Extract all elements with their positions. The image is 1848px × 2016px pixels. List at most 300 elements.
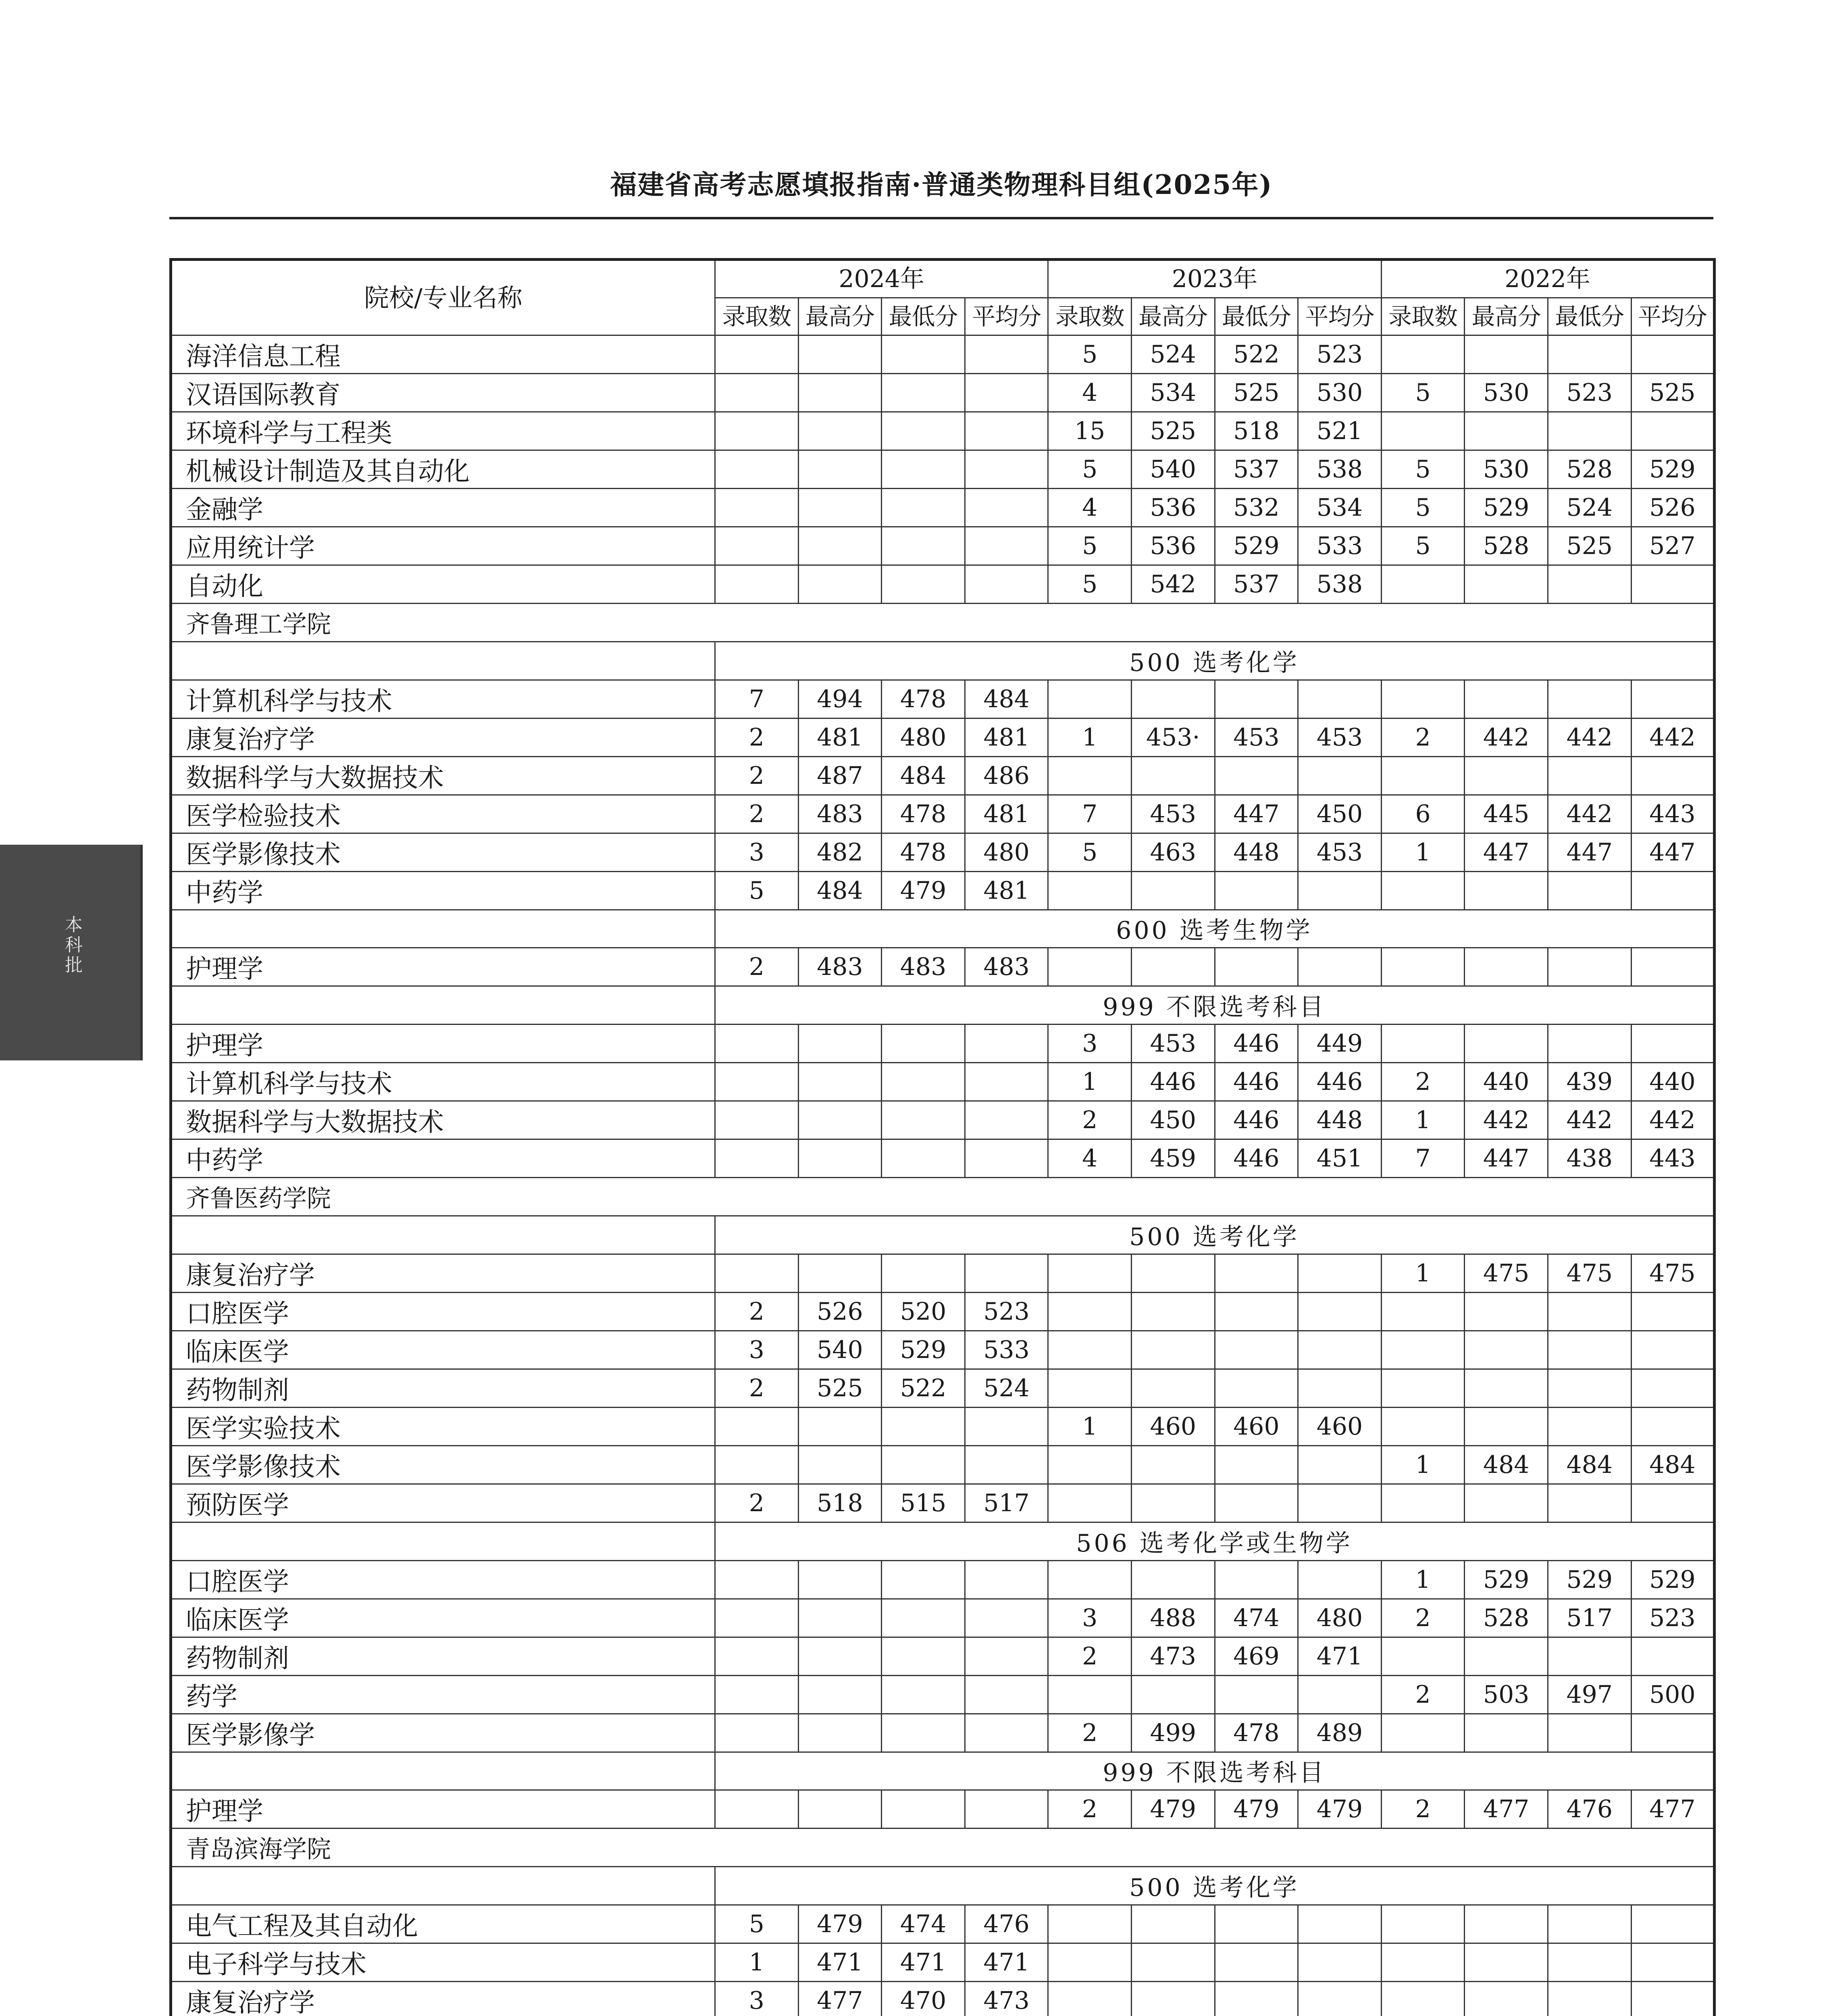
score-cell: 534 — [1298, 489, 1382, 527]
major-name: 计算机科学与技术 — [171, 1063, 715, 1101]
major-row — [171, 1445, 1715, 1484]
score-cell: 2 — [715, 1484, 799, 1522]
score-cell — [1215, 1484, 1298, 1522]
score-cell: 2 — [1381, 1063, 1465, 1101]
score-cell — [1298, 1981, 1382, 2016]
score-cell: 470 — [882, 1981, 965, 2016]
score-cell: 2 — [1048, 1101, 1132, 1139]
score-cell — [1631, 1637, 1715, 1675]
major-name: 医学影像学 — [171, 1714, 715, 1752]
score-cell — [1381, 1369, 1465, 1407]
score-cell: 481 — [965, 871, 1048, 910]
major-name: 应用统计学 — [171, 527, 715, 565]
score-cell — [798, 1025, 882, 1063]
subject-requirement: 600 选考生物学 — [715, 910, 1715, 948]
score-cell: 479 — [1298, 1790, 1382, 1829]
column-header-metric: 最低分 — [1548, 298, 1631, 335]
score-cell: 533 — [1298, 527, 1382, 565]
score-cell: 483 — [965, 948, 1048, 986]
major-row — [171, 527, 1715, 565]
major-name: 海洋信息工程 — [171, 335, 715, 374]
score-cell: 447 — [1215, 795, 1298, 833]
score-cell — [1548, 565, 1631, 604]
score-cell: 517 — [1548, 1599, 1631, 1637]
score-cell: 3 — [1048, 1025, 1132, 1063]
score-cell — [1381, 1943, 1465, 1981]
score-cell — [1048, 756, 1132, 795]
score-cell: 525 — [1631, 374, 1715, 412]
major-name: 数据科学与大数据技术 — [171, 756, 715, 795]
score-cell — [1381, 680, 1465, 718]
major-row — [171, 1292, 1715, 1331]
score-cell: 446 — [1131, 1063, 1215, 1101]
score-cell — [1298, 1331, 1382, 1369]
score-cell — [798, 1254, 882, 1292]
school-row — [171, 604, 1715, 642]
score-cell — [1548, 948, 1631, 986]
empty-cell — [171, 1867, 715, 1905]
score-cell: 1 — [1381, 1560, 1465, 1599]
score-cell: 515 — [882, 1484, 965, 1522]
score-cell — [1298, 1905, 1382, 1943]
score-cell: 5 — [1048, 335, 1132, 374]
score-cell: 499 — [1131, 1714, 1215, 1752]
score-cell — [1548, 680, 1631, 718]
score-cell — [1381, 756, 1465, 795]
score-cell — [965, 1139, 1048, 1178]
score-cell: 2 — [1381, 1599, 1465, 1637]
score-cell — [1548, 1905, 1631, 1943]
column-header-metric: 平均分 — [965, 298, 1048, 335]
empty-cell — [171, 1752, 715, 1790]
score-cell: 3 — [715, 1331, 799, 1369]
score-cell — [798, 1637, 882, 1675]
score-cell — [1631, 948, 1715, 986]
major-row — [171, 1331, 1715, 1369]
score-cell — [1215, 1369, 1298, 1407]
score-cell: 446 — [1215, 1063, 1298, 1101]
score-cell: 460 — [1131, 1407, 1215, 1445]
score-cell — [965, 1445, 1048, 1484]
score-cell: 453 — [1215, 718, 1298, 756]
admission-scores-table — [169, 258, 1716, 2016]
subject-requirement: 500 选考化学 — [715, 1216, 1715, 1254]
score-cell: 525 — [798, 1369, 882, 1407]
score-cell: 442 — [1631, 718, 1715, 756]
score-cell — [1381, 1484, 1465, 1522]
score-cell — [798, 335, 882, 374]
score-cell: 524 — [1131, 335, 1215, 374]
score-cell — [715, 1445, 799, 1484]
score-cell — [1548, 871, 1631, 910]
score-cell — [1548, 1292, 1631, 1331]
score-cell — [1465, 1025, 1548, 1063]
major-name: 医学影像技术 — [171, 1445, 715, 1484]
major-name: 电子科学与技术 — [171, 1943, 715, 1981]
score-cell — [1131, 1981, 1215, 2016]
score-cell: 479 — [1131, 1790, 1215, 1829]
score-cell — [798, 1063, 882, 1101]
score-cell — [882, 335, 965, 374]
score-cell — [1215, 680, 1298, 718]
score-cell — [798, 1790, 882, 1829]
major-row — [171, 1675, 1715, 1714]
column-header-metric: 最高分 — [1131, 298, 1215, 335]
score-cell — [1131, 1943, 1215, 1981]
score-cell — [882, 1599, 965, 1637]
score-cell — [1048, 1905, 1132, 1943]
score-cell — [1631, 1905, 1715, 1943]
major-row — [171, 1369, 1715, 1407]
score-cell: 5 — [1381, 489, 1465, 527]
score-cell — [1381, 565, 1465, 604]
score-cell — [1465, 1407, 1548, 1445]
score-cell — [882, 1139, 965, 1178]
score-cell — [1381, 1292, 1465, 1331]
score-cell: 542 — [1131, 565, 1215, 604]
score-cell — [1131, 1675, 1215, 1714]
score-cell — [798, 565, 882, 604]
major-name: 医学影像技术 — [171, 833, 715, 871]
score-cell: 439 — [1548, 1063, 1631, 1101]
score-cell: 1 — [715, 1943, 799, 1981]
score-cell: 522 — [1215, 335, 1298, 374]
score-cell — [1465, 1331, 1548, 1369]
score-cell — [798, 374, 882, 412]
school-name: 齐鲁理工学院 — [171, 604, 1715, 642]
score-cell: 453 — [1298, 718, 1382, 756]
major-name: 康复治疗学 — [171, 1981, 715, 2016]
major-name: 药学 — [171, 1675, 715, 1714]
score-cell: 5 — [1381, 450, 1465, 489]
score-cell — [1631, 871, 1715, 910]
major-name: 中药学 — [171, 871, 715, 910]
score-cell: 530 — [1465, 374, 1548, 412]
score-cell: 453 — [1131, 1025, 1215, 1063]
score-cell — [715, 374, 799, 412]
column-header-metric: 最高分 — [1465, 298, 1548, 335]
score-cell — [1131, 871, 1215, 910]
score-cell — [1215, 1981, 1298, 2016]
column-header-metric: 最低分 — [1215, 298, 1298, 335]
score-cell — [1131, 680, 1215, 718]
score-cell — [1048, 948, 1132, 986]
score-cell: 530 — [1465, 450, 1548, 489]
score-cell: 473 — [965, 1981, 1048, 2016]
score-cell — [1631, 1943, 1715, 1981]
major-row — [171, 1139, 1715, 1178]
score-cell: 446 — [1215, 1025, 1298, 1063]
score-cell — [715, 1790, 799, 1829]
score-cell: 484 — [1548, 1445, 1631, 1484]
score-cell: 483 — [798, 948, 882, 986]
major-name: 药物制剂 — [171, 1637, 715, 1675]
score-cell — [798, 1445, 882, 1484]
score-cell — [1631, 1292, 1715, 1331]
score-cell: 446 — [1215, 1101, 1298, 1139]
major-row — [171, 1407, 1715, 1445]
score-cell: 521 — [1298, 412, 1382, 450]
major-row — [171, 1560, 1715, 1599]
score-cell: 448 — [1215, 833, 1298, 871]
score-cell: 1 — [1048, 1407, 1132, 1445]
score-cell — [965, 1407, 1048, 1445]
column-header-metric: 最高分 — [798, 298, 882, 335]
score-cell: 540 — [1131, 450, 1215, 489]
score-cell: 4 — [1048, 489, 1132, 527]
score-cell: 480 — [882, 718, 965, 756]
major-row — [171, 1484, 1715, 1522]
score-cell: 442 — [1465, 1101, 1548, 1139]
score-cell: 5 — [1048, 565, 1132, 604]
score-cell: 442 — [1465, 718, 1548, 756]
score-cell — [1548, 412, 1631, 450]
score-cell — [882, 565, 965, 604]
score-cell — [965, 1101, 1048, 1139]
score-cell — [1298, 756, 1382, 795]
score-cell — [1465, 565, 1548, 604]
major-name: 自动化 — [171, 565, 715, 604]
major-row — [171, 1637, 1715, 1675]
school-row — [171, 1829, 1715, 1867]
score-cell — [1465, 1714, 1548, 1752]
score-cell — [1298, 1369, 1382, 1407]
score-cell: 5 — [715, 871, 799, 910]
score-cell — [1548, 756, 1631, 795]
score-cell: 530 — [1298, 374, 1382, 412]
score-cell — [1381, 335, 1465, 374]
score-cell — [715, 1254, 799, 1292]
score-cell — [1215, 1905, 1298, 1943]
score-cell: 2 — [1381, 1790, 1465, 1829]
score-cell: 438 — [1548, 1139, 1631, 1178]
score-cell: 2 — [715, 1369, 799, 1407]
score-cell: 537 — [1215, 450, 1298, 489]
score-cell: 525 — [1548, 527, 1631, 565]
score-cell — [882, 1560, 965, 1599]
score-cell — [1131, 756, 1215, 795]
major-name: 护理学 — [171, 1790, 715, 1829]
score-cell — [1465, 335, 1548, 374]
score-cell — [1298, 871, 1382, 910]
column-header-metric: 录取数 — [1048, 298, 1132, 335]
score-cell — [1298, 1675, 1382, 1714]
score-cell — [1215, 1445, 1298, 1484]
score-cell: 517 — [965, 1484, 1048, 1522]
major-name: 口腔医学 — [171, 1560, 715, 1599]
score-cell — [1465, 948, 1548, 986]
score-cell — [1215, 1943, 1298, 1981]
score-cell — [882, 1714, 965, 1752]
score-cell — [1381, 1407, 1465, 1445]
score-cell — [1465, 1981, 1548, 2016]
score-cell — [1048, 1981, 1132, 2016]
score-cell: 536 — [1131, 527, 1215, 565]
score-cell — [1631, 1331, 1715, 1369]
score-cell: 471 — [1298, 1637, 1382, 1675]
score-cell: 529 — [1465, 489, 1548, 527]
score-cell: 475 — [1548, 1254, 1631, 1292]
score-cell: 527 — [1631, 527, 1715, 565]
column-header-year-2023: 2023年 — [1048, 260, 1381, 298]
score-cell — [882, 489, 965, 527]
score-cell: 3 — [715, 1981, 799, 2016]
score-cell — [715, 1407, 799, 1445]
score-cell: 449 — [1298, 1025, 1382, 1063]
score-cell — [1298, 1560, 1382, 1599]
score-cell — [882, 1637, 965, 1675]
score-cell — [1215, 1292, 1298, 1331]
score-cell — [1381, 1905, 1465, 1943]
major-name: 临床医学 — [171, 1599, 715, 1637]
score-cell: 538 — [1298, 450, 1382, 489]
score-cell — [1131, 1445, 1215, 1484]
score-cell — [1215, 756, 1298, 795]
score-cell: 529 — [1465, 1560, 1548, 1599]
score-cell — [1465, 1905, 1548, 1943]
score-cell — [1631, 1025, 1715, 1063]
score-cell — [798, 1407, 882, 1445]
score-cell — [1215, 1560, 1298, 1599]
score-cell — [1631, 756, 1715, 795]
score-cell — [882, 1063, 965, 1101]
score-cell — [1381, 1981, 1465, 2016]
score-cell: 460 — [1215, 1407, 1298, 1445]
score-cell — [1048, 1331, 1132, 1369]
score-cell — [1131, 1484, 1215, 1522]
score-cell — [1048, 871, 1132, 910]
empty-cell — [171, 1216, 715, 1254]
score-cell — [882, 1101, 965, 1139]
score-cell — [1298, 1292, 1382, 1331]
score-cell — [715, 1063, 799, 1101]
major-row — [171, 718, 1715, 756]
score-cell: 486 — [965, 756, 1048, 795]
major-row — [171, 374, 1715, 412]
score-cell: 483 — [882, 948, 965, 986]
score-cell: 477 — [798, 1981, 882, 2016]
score-cell: 453· — [1131, 718, 1215, 756]
score-cell: 447 — [1465, 833, 1548, 871]
score-cell — [882, 450, 965, 489]
score-cell: 518 — [1215, 412, 1298, 450]
score-cell — [1131, 1369, 1215, 1407]
column-header-year-2022: 2022年 — [1381, 260, 1714, 298]
score-cell — [882, 374, 965, 412]
major-row — [171, 948, 1715, 986]
school-row — [171, 1178, 1715, 1216]
major-name: 金融学 — [171, 489, 715, 527]
major-name: 护理学 — [171, 1025, 715, 1063]
school-name: 齐鲁医药学院 — [171, 1178, 1715, 1216]
score-cell: 475 — [1631, 1254, 1715, 1292]
score-cell: 520 — [882, 1292, 965, 1331]
score-cell — [1381, 1714, 1465, 1752]
score-cell: 480 — [965, 833, 1048, 871]
score-cell: 471 — [965, 1943, 1048, 1981]
score-cell — [1048, 1254, 1132, 1292]
subject-requirement: 500 选考化学 — [715, 641, 1715, 680]
empty-cell — [171, 986, 715, 1025]
score-cell — [965, 450, 1048, 489]
major-row — [171, 680, 1715, 718]
score-cell — [1048, 1445, 1132, 1484]
score-cell: 1 — [1048, 1063, 1132, 1101]
score-cell — [1298, 680, 1382, 718]
score-cell — [1298, 948, 1382, 986]
score-cell — [1131, 1905, 1215, 1943]
score-cell — [1381, 871, 1465, 910]
score-cell: 484 — [965, 680, 1048, 718]
score-cell: 442 — [1548, 718, 1631, 756]
score-cell: 484 — [798, 871, 882, 910]
score-cell: 478 — [882, 680, 965, 718]
major-row — [171, 565, 1715, 604]
score-cell — [965, 1025, 1048, 1063]
score-cell — [798, 450, 882, 489]
score-cell — [965, 1599, 1048, 1637]
score-cell — [1381, 1637, 1465, 1675]
score-cell: 450 — [1131, 1101, 1215, 1139]
score-cell: 2 — [715, 1292, 799, 1331]
score-cell: 529 — [1631, 1560, 1715, 1599]
score-cell: 536 — [1131, 489, 1215, 527]
score-cell — [1548, 1637, 1631, 1675]
score-cell: 7 — [715, 680, 799, 718]
major-name: 计算机科学与技术 — [171, 680, 715, 718]
score-cell — [1631, 680, 1715, 718]
score-cell — [882, 1445, 965, 1484]
score-cell — [1631, 335, 1715, 374]
major-row — [171, 489, 1715, 527]
score-cell: 5 — [715, 1905, 799, 1943]
score-cell — [1381, 948, 1465, 986]
score-cell: 442 — [1548, 1101, 1631, 1139]
score-cell: 443 — [1631, 1139, 1715, 1178]
score-cell — [1465, 680, 1548, 718]
major-row — [171, 412, 1715, 450]
score-cell: 529 — [1215, 527, 1298, 565]
score-cell: 482 — [798, 833, 882, 871]
score-cell — [715, 1599, 799, 1637]
subject-requirement-row — [171, 1752, 1715, 1790]
score-cell — [715, 1560, 799, 1599]
score-cell — [715, 489, 799, 527]
score-cell: 15 — [1048, 412, 1132, 450]
score-cell: 442 — [1548, 795, 1631, 833]
score-cell — [715, 1675, 799, 1714]
score-cell: 525 — [1131, 412, 1215, 450]
score-cell: 533 — [965, 1331, 1048, 1369]
score-cell: 453 — [1298, 833, 1382, 871]
major-row — [171, 1714, 1715, 1752]
score-cell: 2 — [715, 795, 799, 833]
score-cell: 5 — [1381, 374, 1465, 412]
major-name: 数据科学与大数据技术 — [171, 1101, 715, 1139]
score-cell: 484 — [882, 756, 965, 795]
score-cell: 532 — [1215, 489, 1298, 527]
score-cell: 2 — [1048, 1714, 1132, 1752]
major-row — [171, 1599, 1715, 1637]
score-cell — [965, 1063, 1048, 1101]
score-cell: 5 — [1048, 527, 1132, 565]
score-cell: 447 — [1548, 833, 1631, 871]
score-cell: 2 — [715, 948, 799, 986]
subject-requirement-row — [171, 641, 1715, 680]
score-cell — [965, 1560, 1048, 1599]
major-row — [171, 1025, 1715, 1063]
score-cell: 478 — [1215, 1714, 1298, 1752]
